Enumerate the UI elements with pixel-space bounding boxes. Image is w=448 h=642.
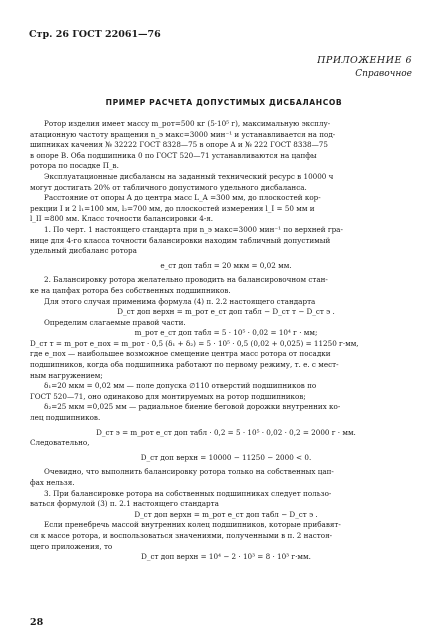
text-line: шипниках качения № 32222 ГОСТ 8328—75 в опоре A и № 222 ГОСТ 8338—75: [30, 140, 328, 150]
formula-line: D_ст э = m_рот e_ст доп табл · 0,2 = 5 · 10⁵ · 0,02 · 0,2 = 2000 г · мм.: [96, 427, 356, 437]
formula-line: D_ст доп верхн = m_рот e_ст доп табл − D_ст т − D_ст э .: [117, 307, 335, 317]
text-line: в опоре B. Оба подшипника 0 по ГОСТ 520—71 устанавливаются на цапфы: [30, 150, 317, 160]
text-line: 2. Балансировку ротора желательно проводить на балансировочном стан-: [44, 275, 328, 285]
page-header: Стр. 26 ГОСТ 22061—76: [29, 29, 161, 40]
formula-line: D_ст доп верхн = m_рот e_ст доп табл − D_ст э .: [134, 509, 318, 519]
text-line: могут достигать 20% от табличного допустимого удельного дисбаланса.: [30, 182, 307, 192]
formula-line: D_ст доп верхн = 10000 − 11250 − 2000 < 0.: [140, 452, 312, 462]
text-line: Для этого случая применима формула (4) п. 2.2 настоящего стандарта: [44, 296, 316, 306]
text-line: Очевидно, что выполнить балансировку ротора только на собственных цап-: [44, 467, 334, 477]
text-line: щего приложения, то: [30, 541, 113, 551]
text-line: Если пренебречь массой внутренних колец подшипников, которые прибавят-: [44, 520, 341, 530]
text-line: ротора по посадке П_в.: [30, 161, 119, 171]
appendix-subtitle: Справочное: [355, 69, 412, 79]
text-line: ГОСТ 520—71, оно одинаково для монтируемых на ротор подшипников;: [30, 391, 306, 401]
text-line: l_II =800 мм. Класс точности балансировки 4-я.: [30, 214, 214, 224]
text-line: фах нельзя.: [30, 478, 75, 487]
text-line: 3. При балансировке ротора на собственных подшипниках следует пользо-: [44, 488, 332, 498]
formula-line: D_ст т = m_рот e_пох = m_рот · 0,5 (δ₁ + δ₂) = 5 · 10⁵ · 0,5 (0,02 + 0,025) = 11250 г·мм,: [30, 338, 359, 348]
text-line: Определим слагаемые правой части.: [44, 317, 186, 327]
text-line: ся к массе ротора, и воспользоваться значениями, полученными в п. 2 настоя-: [30, 530, 333, 540]
formula-line: D_ст доп верхн = 10⁴ − 2 · 10³ = 8 · 10³ г·мм.: [141, 552, 311, 562]
text-line: ным нагружением;: [30, 370, 103, 380]
text-line: лец подшипников.: [30, 413, 101, 423]
text-line: Ротор изделия имеет массу m_рот=500 кг (5·10⁵ г), максимальную эксплу-: [44, 119, 331, 128]
section-title: ПРИМЕР РАСЧЕТА ДОПУСТИМЫХ ДИСБАЛАНСОВ: [105, 98, 343, 107]
text-line: ке на цапфах ротора без собственных подшипников.: [30, 285, 231, 295]
page-number: 28: [30, 617, 44, 628]
text-line: рекции I и 2 l₁=100 мм, l₂=700 мм, до плоскостей измерения l_I = 50 мм и: [30, 203, 315, 213]
text-line: Расстояние от опоры A до центра масс L_A =300 мм, до плоскостей кор-: [44, 193, 321, 203]
text-line: подшипников, когда оба подшипника работают по первому режиму, т. е. с мест-: [30, 360, 339, 370]
appendix-title: ПРИЛОЖЕНИЕ 6: [317, 55, 412, 66]
text-line: ваться формулой (3) п. 2.1 настоящего стандарта: [30, 499, 219, 509]
body-text: [30, 119, 422, 563]
text-line: где e_пох — наибольшее возможное смещение центра масс ротора от посадки: [30, 349, 331, 359]
text-line: Эксплуатационные дисбалансы на заданный технический ресурс в 10000 ч: [44, 171, 334, 181]
text-line: 1. По черт. 1 настоящего стандарта при n_э макс=3000 мин⁻¹ по верхней гра-: [44, 224, 343, 234]
text-line: δ₁=20 мкм = 0,02 мм — поле допуска ∅110 отверстий подшипников по: [44, 381, 317, 391]
text-line: нице для 4-го класса точности балансировки находим табличный допустимый: [30, 235, 331, 245]
text-line: δ₂=25 мкм =0,025 мм — радиальное биение беговой дорожки внутренних ко-: [44, 402, 341, 412]
formula-line: e_ст доп табл = 20 мкм = 0,02 мм.: [160, 260, 292, 270]
formula-line: m_рот e_ст доп табл = 5 · 10⁵ · 0,02 = 10⁴ г · мм;: [134, 328, 318, 338]
text-line: удельный дисбаланс ротора: [30, 246, 137, 256]
text-line: Следовательно,: [30, 438, 90, 448]
text-line: атационную частоту вращения n_э макс=3000 мин⁻¹ и устанавливается на под-: [30, 129, 336, 139]
